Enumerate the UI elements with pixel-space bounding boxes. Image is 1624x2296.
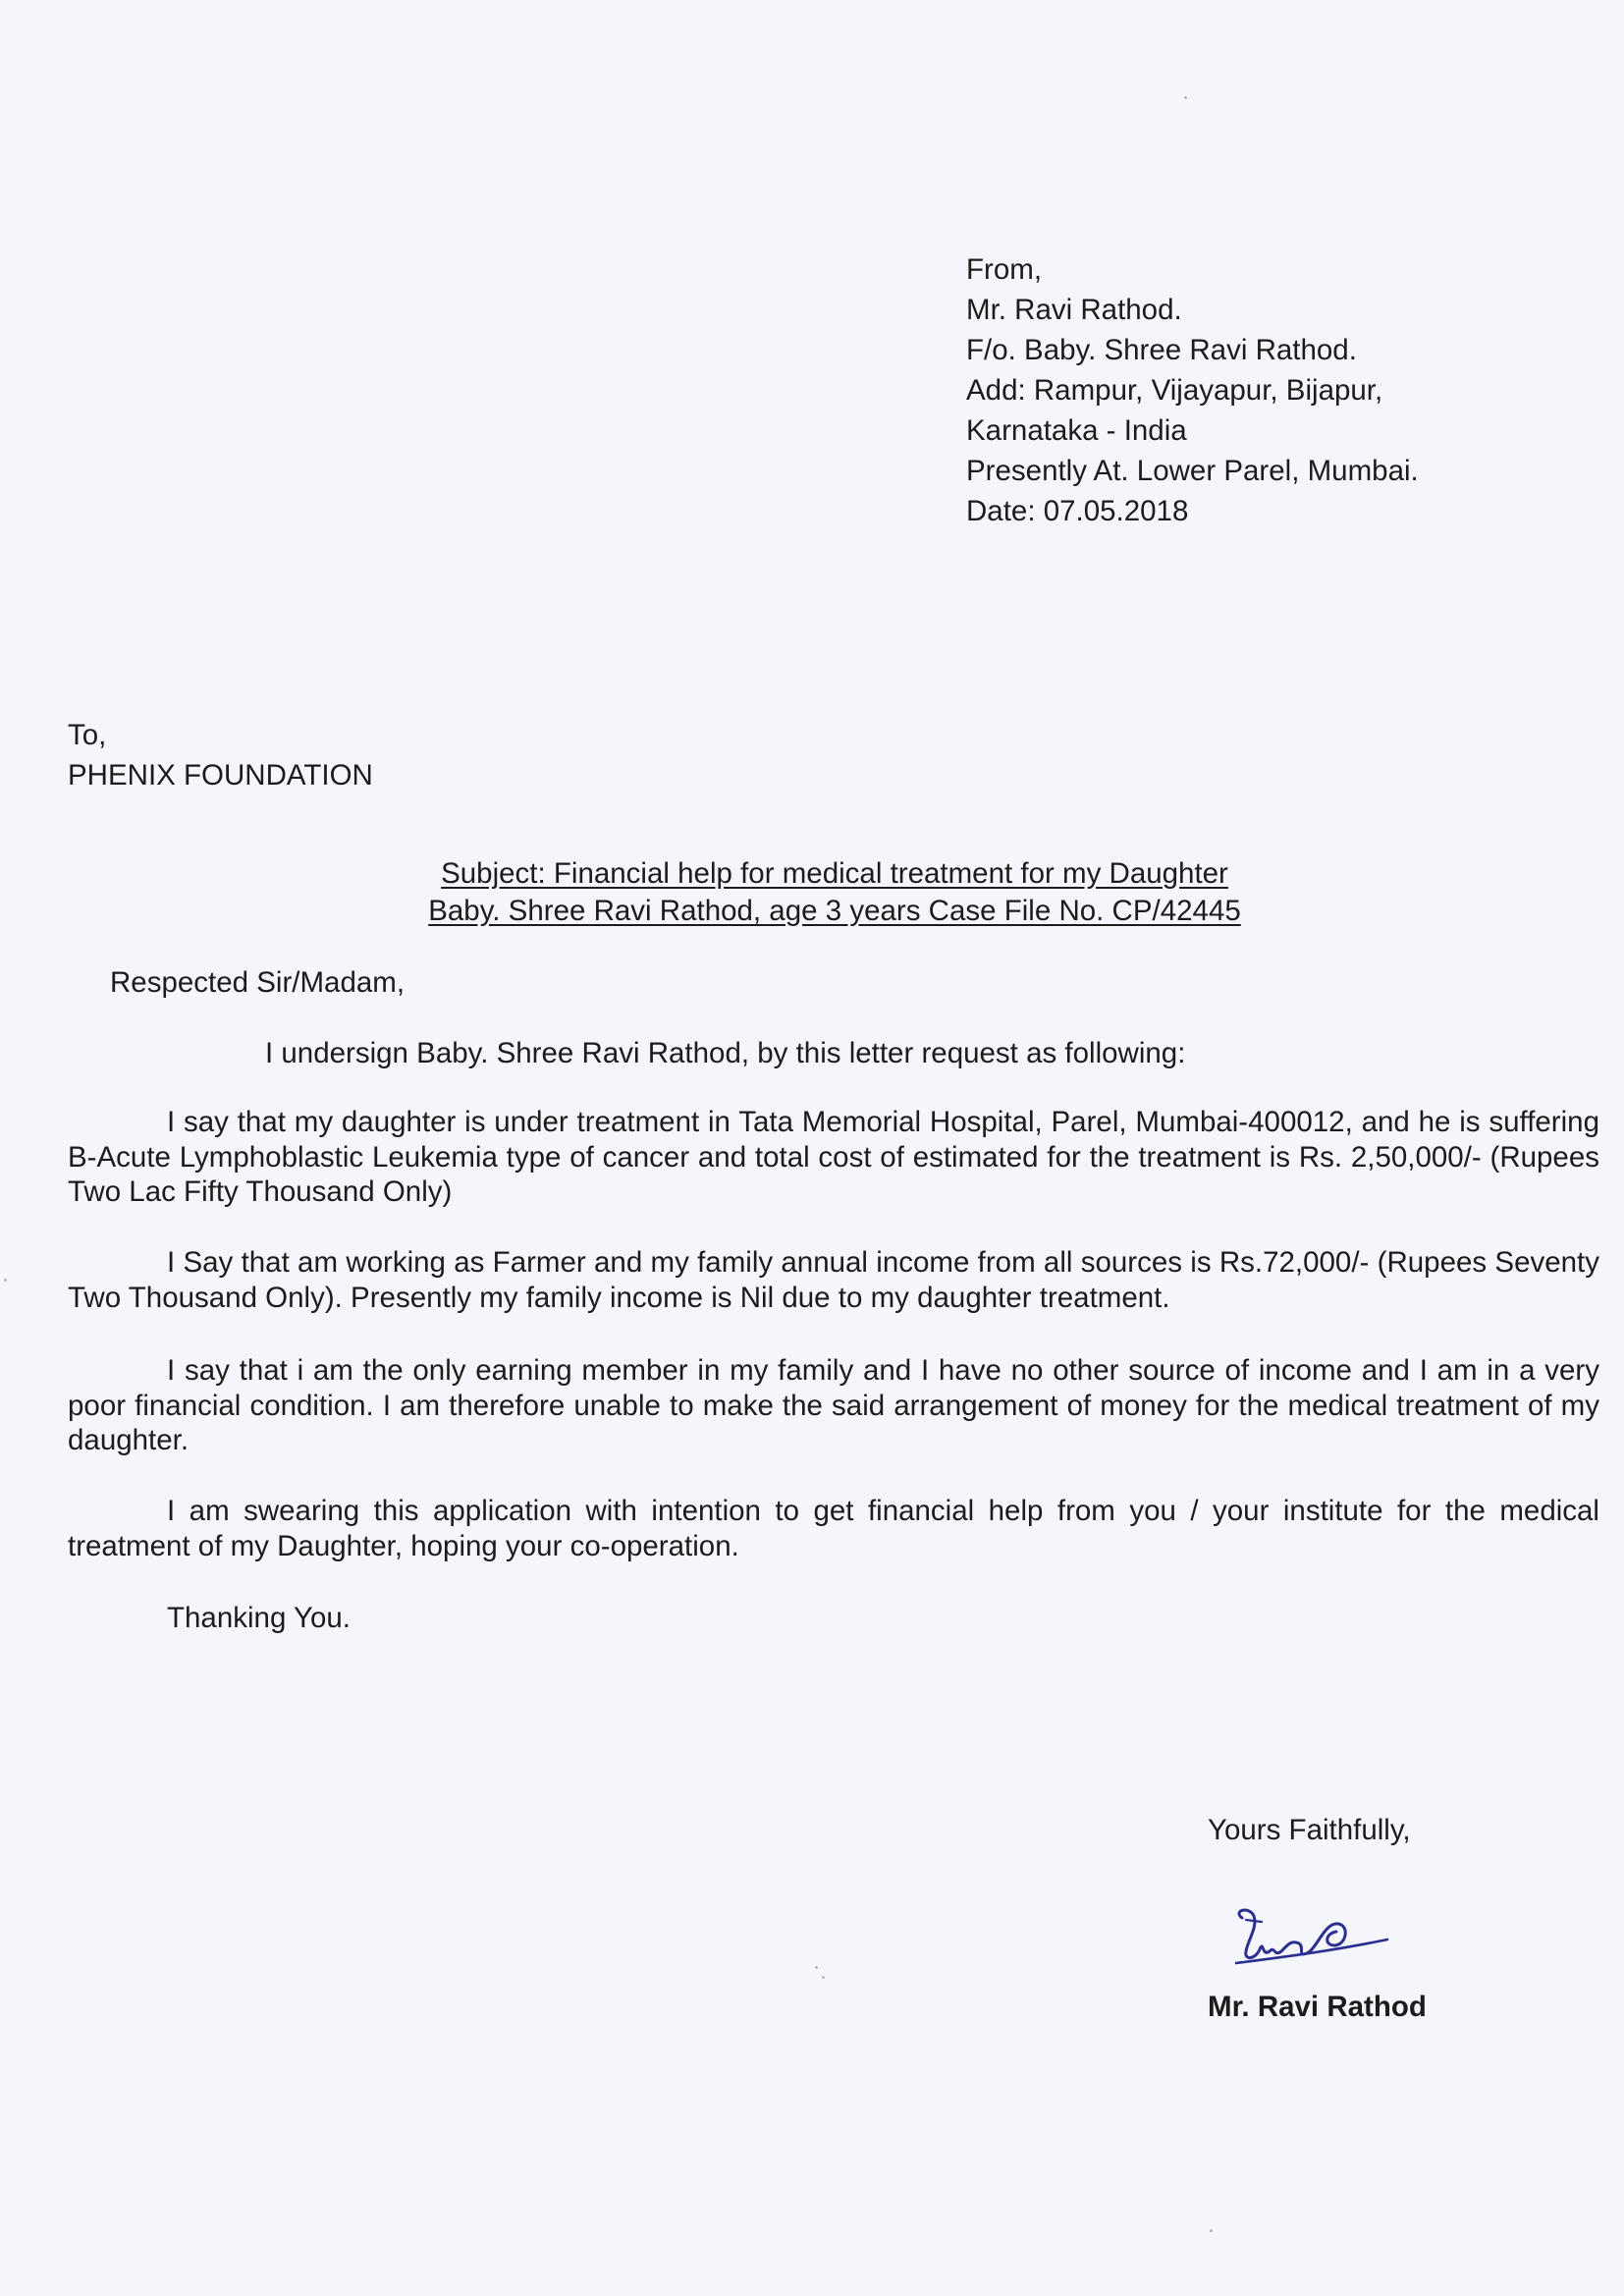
valediction: Yours Faithfully, bbox=[1208, 1814, 1411, 1846]
recipient-organization: PHENIX FOUNDATION bbox=[68, 759, 373, 792]
subject-block bbox=[245, 855, 1424, 930]
sender-block bbox=[966, 249, 1555, 531]
paragraph-income: I Say that am working as Farmer and my family annual income from all sources is Rs.72,000/- (Rupees Seventy Two Thousand Only). Presently my family income is Nil due to my daughter treatment. bbox=[68, 1246, 1599, 1314]
sender-present-location: Presently At. Lower Parel, Mumbai. bbox=[966, 455, 1419, 487]
salutation: Respected Sir/Madam, bbox=[110, 966, 406, 999]
handwritten-signature-icon bbox=[1222, 1900, 1399, 1979]
paper-speck bbox=[1210, 2229, 1213, 2232]
paragraph-request: I am swearing this application with intention to get financial help from you / your institute for the medical treatment of my Daughter, hoping your co-operation. bbox=[68, 1495, 1599, 1562]
paper-speck bbox=[1184, 96, 1187, 99]
intro-line: I undersign Baby. Shree Ravi Rathod, by this letter request as following: bbox=[265, 1037, 1186, 1069]
signer-name: Mr. Ravi Rathod bbox=[1208, 1991, 1427, 2023]
recipient-block bbox=[68, 715, 373, 795]
paper-speck bbox=[4, 1279, 7, 1282]
sender-name: Mr. Ravi Rathod. bbox=[966, 294, 1182, 326]
sender-address-line1: Add: Rampur, Vijayapur, Bijapur, bbox=[966, 374, 1383, 407]
paragraph-treatment: I say that my daughter is under treatment in Tata Memorial Hospital, Parel, Mumbai-400012, and he is suffering B-Acute Lymphoblastic Leukemia type of cancer and total cost of estimated for the treatment is Rs. 2,50,000/- (Rupees Two Lac Fifty Thousand Only) bbox=[68, 1106, 1599, 1208]
subject-line1: Subject: Financial help for medical treatment for my Daughter bbox=[441, 857, 1228, 890]
from-label: From, bbox=[966, 253, 1043, 286]
subject-line2: Baby. Shree Ravi Rathod, age 3 years Case File No. CP/42445 bbox=[428, 895, 1241, 927]
paragraph-condition: I say that i am the only earning member in my family and I have no other source of income and I am in a very poor financial condition. I am therefore unable to make the said arrangement of money for the medical treatment of my daughter. bbox=[68, 1354, 1599, 1456]
letter-date: Date: 07.05.2018 bbox=[966, 495, 1189, 527]
sender-relation: F/o. Baby. Shree Ravi Rathod. bbox=[966, 334, 1357, 366]
sender-address-line2: Karnataka - India bbox=[966, 414, 1187, 447]
paper-speck bbox=[822, 1976, 825, 1979]
to-label: To, bbox=[68, 719, 107, 751]
thanks-line: Thanking You. bbox=[167, 1602, 351, 1634]
paper-speck bbox=[815, 1966, 818, 1969]
